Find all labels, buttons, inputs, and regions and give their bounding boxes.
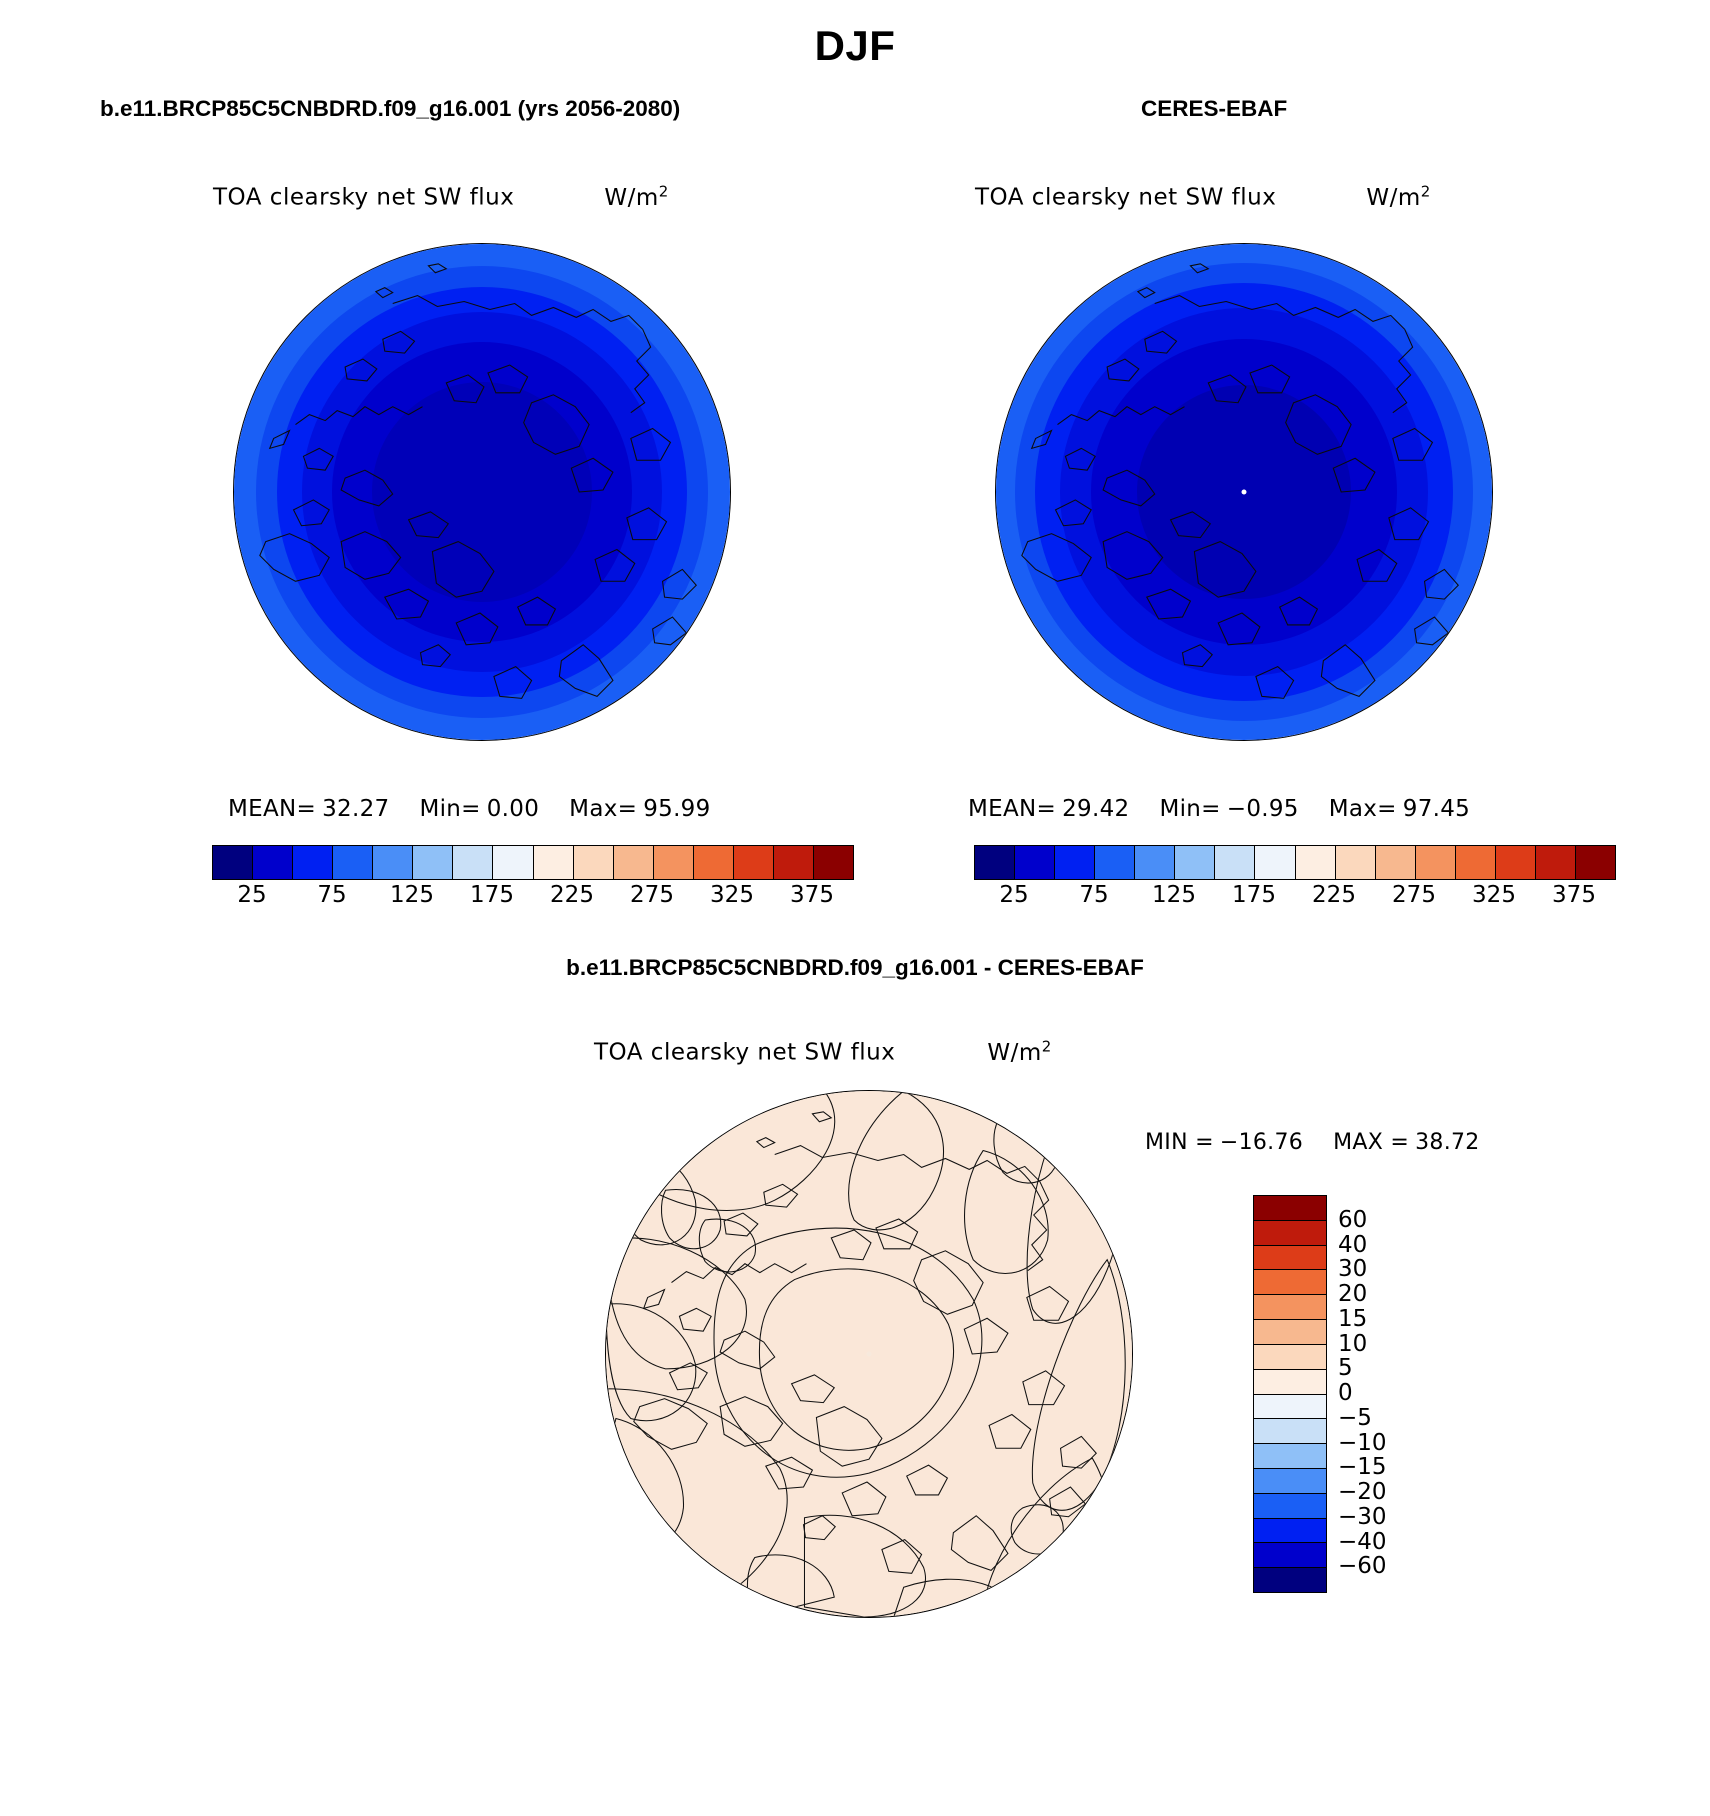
- min-label-model: Min=: [419, 796, 481, 822]
- polar-map-obs: [995, 243, 1493, 741]
- colorbar-cell: [773, 846, 813, 879]
- max-value-obs: 97.45: [1402, 796, 1471, 822]
- colorbar-cell: [1254, 1518, 1326, 1543]
- colorbar-cell: [533, 846, 573, 879]
- colorbar-cell: [1254, 1394, 1326, 1419]
- colorbar-cell: [1254, 1468, 1326, 1493]
- colorbar-cell: [412, 846, 452, 879]
- colorbar-cell: [1134, 846, 1174, 879]
- field-name-obs: TOA clearsky net SW flux: [975, 184, 1277, 211]
- colorbar-cell: [1254, 1319, 1326, 1344]
- colorbar-obs: [974, 845, 1616, 880]
- stats-diff: [1145, 1130, 1510, 1155]
- polar-map-diff: [605, 1090, 1133, 1618]
- pole-marker: [1242, 490, 1247, 495]
- units-label-diff: $W/m^2$: [987, 1037, 1052, 1066]
- colorbar-tick-label: 25: [237, 882, 267, 908]
- colorbar-cell: [1254, 1493, 1326, 1518]
- stats-model: [228, 796, 741, 822]
- max-label-model: Max=: [569, 796, 638, 822]
- colorbar-cell: [1295, 846, 1335, 879]
- colorbar-tick-label: −5: [1338, 1404, 1372, 1431]
- min-value-diff: −16.76: [1219, 1130, 1304, 1155]
- colorbar-cell: [1254, 1220, 1326, 1245]
- colorbar-ticks-obs: [974, 882, 1614, 910]
- colorbar-cell: [1254, 1344, 1326, 1369]
- panel-title-model: b.e11.BRCP85C5CNBDRD.f09_g16.001 (yrs 2056-2080): [100, 96, 681, 121]
- colorbar-cell: [1375, 846, 1415, 879]
- coastlines-model: [234, 244, 730, 740]
- colorbar-cell: [292, 846, 332, 879]
- colorbar-cell: [1094, 846, 1134, 879]
- coastlines-diff: [606, 1091, 1132, 1617]
- colorbar-cell: [452, 846, 492, 879]
- colorbar-cell: [1575, 846, 1615, 879]
- colorbar-tick-label: −20: [1338, 1479, 1387, 1505]
- colorbar-tick-label: 20: [1338, 1281, 1368, 1307]
- colorbar-cell: [733, 846, 773, 879]
- colorbar-tick-label: 75: [317, 882, 347, 908]
- mean-value-model: 32.27: [322, 796, 390, 822]
- colorbar-cell: [1415, 846, 1455, 879]
- colorbar-cell: [1535, 846, 1575, 879]
- max-label-diff: MAX =: [1333, 1130, 1410, 1155]
- colorbar-tick-label: −30: [1338, 1503, 1387, 1530]
- colorbar-tick-label: 125: [1152, 882, 1196, 908]
- colorbar-diff: [1253, 1195, 1327, 1593]
- colorbar-cell: [332, 846, 372, 879]
- colorbar-tick-label: 0: [1338, 1380, 1353, 1406]
- page-title: DJF: [814, 22, 896, 69]
- colorbar-cell: [613, 846, 653, 879]
- colorbar-cell: [1254, 1542, 1326, 1567]
- colorbar-tick-label: 10: [1338, 1330, 1368, 1357]
- panel-title-diff: b.e11.BRCP85C5CNBDRD.f09_g16.001 - CERES-EBAF: [566, 955, 1144, 980]
- mean-value-obs: 29.42: [1062, 796, 1130, 822]
- min-value-obs: −0.95: [1226, 796, 1299, 822]
- colorbar-tick-label: 275: [1392, 882, 1436, 908]
- mean-label-obs: MEAN=: [968, 796, 1057, 822]
- colorbar-cell: [1495, 846, 1535, 879]
- colorbar-cell: [252, 846, 292, 879]
- colorbar-cell: [975, 846, 1014, 879]
- colorbar-cell: [1014, 846, 1054, 879]
- units-label-model: $W/m^2$: [604, 182, 669, 211]
- colorbar-tick-label: 15: [1338, 1305, 1368, 1332]
- mean-label-model: MEAN=: [228, 796, 317, 822]
- colorbar-tick-label: 325: [710, 882, 754, 908]
- colorbar-tick-label: 25: [999, 882, 1029, 908]
- colorbar-tick-label: 225: [1312, 882, 1356, 908]
- colorbar-cell: [1254, 1418, 1326, 1443]
- colorbar-tick-label: 175: [470, 882, 514, 908]
- colorbar-tick-label: −15: [1338, 1454, 1387, 1481]
- panel-title-obs: CERES-EBAF: [1141, 96, 1288, 121]
- stats-obs: [968, 796, 1500, 822]
- max-label-obs: Max=: [1328, 796, 1397, 822]
- colorbar-cell: [1254, 846, 1294, 879]
- colorbar-tick-label: 375: [790, 882, 834, 908]
- colorbar-cell: [1254, 1245, 1326, 1270]
- field-name-model: TOA clearsky net SW flux: [213, 184, 515, 211]
- colorbar-tick-label: 125: [390, 882, 434, 908]
- colorbar-cell: [1455, 846, 1495, 879]
- colorbar-cell: [693, 846, 733, 879]
- colorbar-cell: [1254, 1567, 1326, 1592]
- colorbar-cell: [1254, 1369, 1326, 1394]
- colorbar-model: [212, 845, 854, 880]
- colorbar-tick-label: 5: [1338, 1355, 1353, 1382]
- colorbar-cell: [1335, 846, 1375, 879]
- colorbar-ticks-diff: [1338, 1195, 1458, 1591]
- colorbar-cell: [1254, 1443, 1326, 1468]
- units-label-obs: $W/m^2$: [1366, 182, 1431, 211]
- field-label-diff: [594, 1037, 1052, 1066]
- colorbar-cell: [1174, 846, 1214, 879]
- colorbar-cell: [1054, 846, 1094, 879]
- colorbar-cell: [573, 846, 613, 879]
- colorbar-cell: [1254, 1294, 1326, 1319]
- colorbar-tick-label: −10: [1338, 1429, 1387, 1456]
- colorbar-tick-label: −40: [1338, 1528, 1387, 1555]
- colorbar-cell: [813, 846, 853, 879]
- field-name-diff: TOA clearsky net SW flux: [594, 1039, 896, 1066]
- polar-map-model: [233, 243, 731, 741]
- colorbar-tick-label: 275: [630, 882, 674, 908]
- colorbar-ticks-model: [212, 882, 852, 910]
- colorbar-tick-label: 60: [1338, 1206, 1368, 1233]
- colorbar-cell: [372, 846, 412, 879]
- colorbar-cell: [653, 846, 693, 879]
- colorbar-cell: [213, 846, 252, 879]
- colorbar-tick-label: 175: [1232, 882, 1276, 908]
- max-value-diff: 38.72: [1415, 1130, 1480, 1155]
- colorbar-tick-label: 40: [1338, 1231, 1368, 1258]
- min-label-diff: MIN =: [1145, 1130, 1214, 1155]
- colorbar-tick-label: 75: [1079, 882, 1109, 908]
- colorbar-tick-label: −60: [1338, 1553, 1387, 1580]
- colorbar-cell: [1254, 1269, 1326, 1294]
- colorbar-tick-label: 325: [1472, 882, 1516, 908]
- colorbar-tick-label: 375: [1552, 882, 1596, 908]
- colorbar-cell: [492, 846, 532, 879]
- colorbar-tick-label: 225: [550, 882, 594, 908]
- min-value-model: 0.00: [486, 796, 540, 822]
- colorbar-tick-label: 30: [1338, 1256, 1368, 1283]
- max-value-model: 95.99: [643, 796, 711, 822]
- colorbar-cell: [1214, 846, 1254, 879]
- min-label-obs: Min=: [1159, 796, 1221, 822]
- field-label-model: [213, 182, 669, 211]
- field-label-obs: [975, 182, 1431, 211]
- colorbar-cell: [1254, 1196, 1326, 1220]
